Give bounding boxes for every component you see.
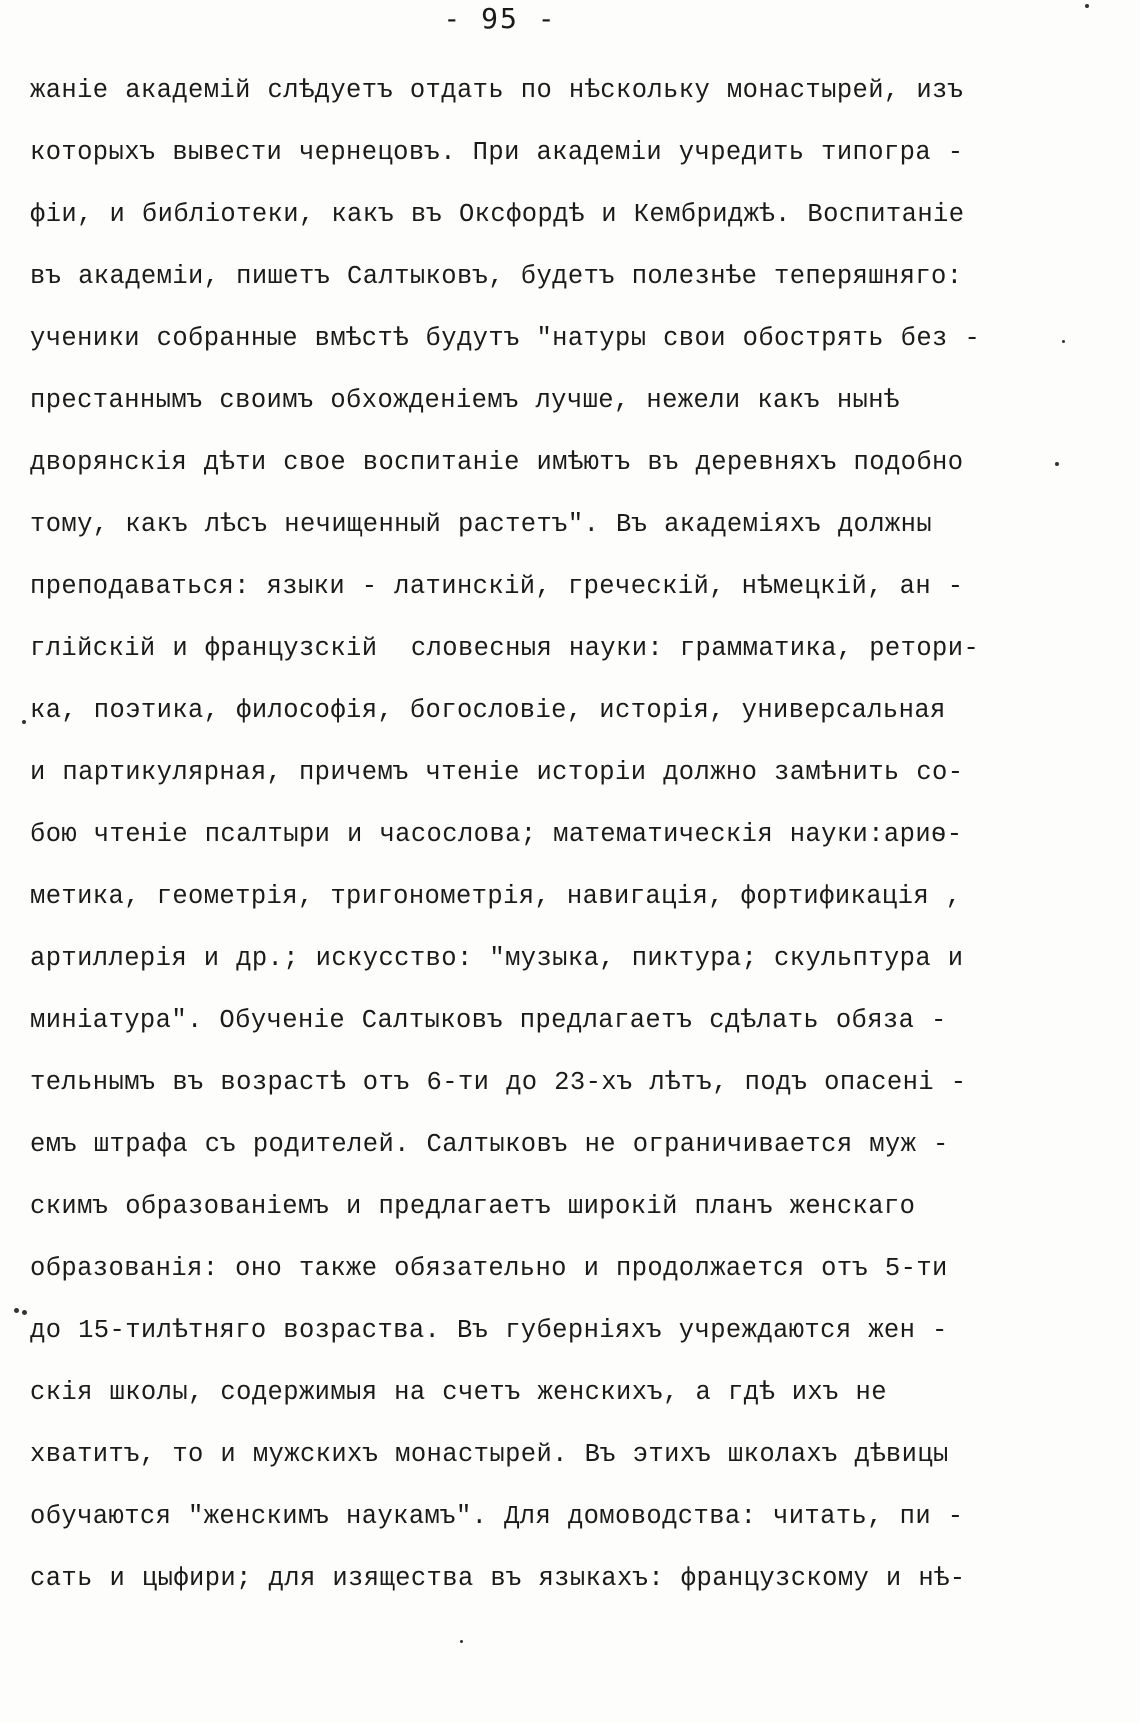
- document-body: [30, 60, 1110, 1610]
- text-line-14: метика, геометрія, тригонометрія, навигація, фортификація ,: [30, 882, 962, 911]
- text-line-24: обучаются "женскимъ наукамъ". Для домоводства: читать, пи -: [30, 1502, 964, 1531]
- text-line-18: емъ штрафа съ родителей. Салтыковъ не ограничивается муж -: [30, 1130, 949, 1159]
- text-line-15: артиллерія и др.; искусство: "музыка, пиктура; скульптура и: [30, 944, 964, 973]
- scan-speck: [460, 1640, 463, 1643]
- text-line-11: ка, поэтика, философія, богословіе, исторія, универсальная: [30, 696, 946, 725]
- text-line-17: тельнымъ въ возрастѣ отъ 6-ти до 23-хъ лѣтъ, подъ опасені -: [30, 1068, 967, 1097]
- text-line-22: скія школы, содержимыя на счетъ женскихъ, а гдѣ ихъ не: [30, 1378, 887, 1407]
- scan-speck: [22, 720, 26, 724]
- text-line-4: въ академіи, пишетъ Салтыковъ, будетъ полезнѣе теперяшняго:: [30, 262, 963, 291]
- text-line-1: жаніе академій слѣдуетъ отдать по нѣскольку монастырей, изъ: [30, 76, 964, 105]
- scan-speck: [14, 1308, 19, 1313]
- text-line-7: дворянскія дѣти свое воспитаніе имѣютъ въ деревняхъ подобно: [30, 448, 964, 477]
- text-line-25: сать и цыфири; для изящества въ языкахъ: французскому и нѣ-: [30, 1564, 966, 1593]
- scan-speck: [22, 1310, 27, 1315]
- text-line-21: до 15-тилѣтняго возраства. Въ губерніяхъ учреждаются жен -: [30, 1316, 948, 1345]
- text-line-12: и партикулярная, причемъ чтеніе исторіи должно замѣнить со-: [30, 758, 964, 787]
- text-line-9: преподаваться: языки - латинскій, греческій, нѣмецкій, ан -: [30, 572, 964, 601]
- scan-speck: [1055, 462, 1059, 466]
- text-line-16: миніатура". Обученіе Салтыковъ предлагаетъ сдѣлать обяза -: [30, 1006, 947, 1035]
- scan-speck: [1085, 4, 1089, 8]
- scan-speck: [1062, 340, 1065, 343]
- text-line-19: скимъ образованіемъ и предлагаетъ широкій планъ женскаго: [30, 1192, 916, 1221]
- text-line-6: престаннымъ своимъ обхожденіемъ лучше, нежели какъ нынѣ: [30, 386, 900, 415]
- text-line-23: хватитъ, то и мужскихъ монастырей. Въ этихъ школахъ дѣвицы: [30, 1440, 949, 1469]
- text-line-13: бою чтеніе псалтыри и часослова; математическія науки:ариѳ-: [30, 820, 963, 849]
- text-line-10: глійскій и французскій словесныя науки: грамматика, ретори-: [30, 634, 980, 663]
- text-line-20: образованія: оно также обязательно и продолжается отъ 5-ти: [30, 1254, 948, 1283]
- page-number: - 95 -: [443, 2, 557, 35]
- text-line-8: тому, какъ лѣсъ нечищенный растетъ". Въ академіяхъ должны: [30, 510, 933, 539]
- text-line-5: ученики собранные вмѣстѣ будутъ "натуры свои обострять без -: [30, 324, 981, 353]
- text-line-3: фіи, и библіотеки, какъ въ Оксфордѣ и Кембриджѣ. Воспитаніе: [30, 200, 965, 229]
- text-line-2: которыхъ вывести чернецовъ. При академіи учредить типогра -: [30, 138, 964, 167]
